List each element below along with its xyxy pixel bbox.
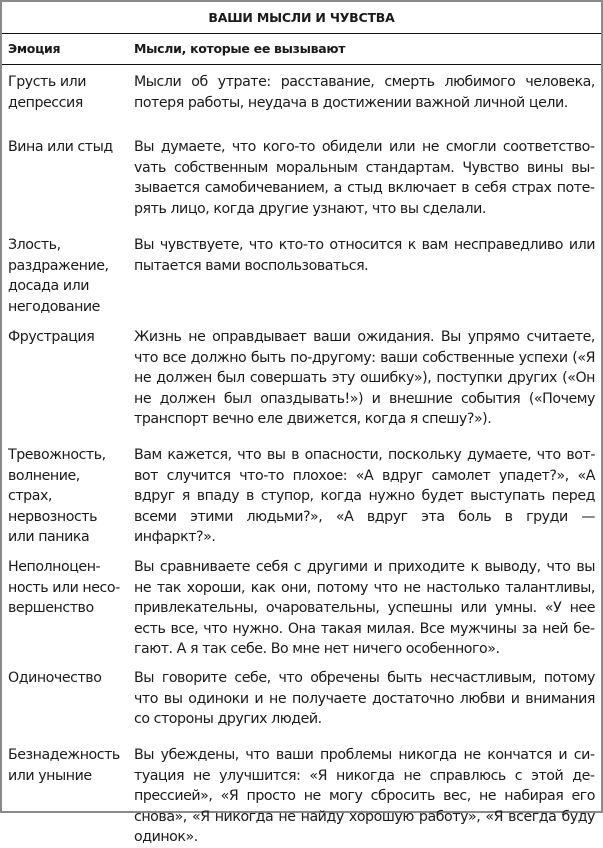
emotion-cell: Вина или стыд: [8, 139, 113, 155]
table-row: [2, 320, 601, 438]
header-thoughts: Мысли, которые ее вызывают: [134, 41, 346, 56]
thoughts-cell: Вы убеждены, что ваши проблемы никогда не кончатся и ситуация не улучшится: «Я никогда не справлюсь с этой депрессией», «Я просто не могу сбросить вес, не набирая его снова», «Я никогда не найду хорошую работу», «Я всегда буду одинок».: [134, 747, 595, 845]
emotion-cell: Злость, раздражение, досада или негодование: [8, 237, 109, 315]
emotion-cell: Неполноцен- ность или несо- вершенство: [8, 559, 120, 616]
emotion-cell: Фрустрация: [8, 329, 95, 345]
thoughts-cell: Вам кажется, что вы в опасности, поскольку думаете, что вот-вот случится что-то плохое: «А вдруг самолет упадет?», «А вдруг я впаду в ступор, когда нужно будет выступать перед всеми этими людьми?», «А вдруг эта боль в груди — инфаркт?».: [134, 447, 595, 545]
thoughts-cell: Мысли об утрате: расставание, смерть любимого человека, потеря работы, неудача в достижении важной личной цели.: [134, 74, 595, 111]
thoughts-cell: Вы думаете, что кого-то обидели или не смогли соответствоvать собственным моральным стандартам. Чувство вины вызывается самобичеванием, а стыд включает в себя страх потерять лицо, когда другие узнают, что вы сделали.: [134, 139, 595, 217]
emotion-cell: Тревожность, волнение, страх, нервозность или паника: [8, 447, 106, 545]
emotion-cell: Безнадежность или уныние: [8, 747, 120, 784]
table-row: [2, 550, 601, 661]
table-row: [2, 130, 601, 228]
table-row: [2, 228, 601, 320]
table-row: [2, 65, 601, 130]
thoughts-cell: Жизнь не оправдывает ваши ожидания. Вы упрямо считаете, что все должно быть по-другому: ваши собственные успехи («Я не должен был совершать эту ошибку»), поступки других («Он не должен был опаздывать!») и внешние события («Почему транспорт вечно еле движется, когда я спешу?»).: [134, 329, 595, 427]
table-row: [2, 738, 601, 848]
thoughts-cell: Вы сравниваете себя с другими и приходите к выводу, что вы не так хороши, как они, потому что не настолько талантливы, привлекательны, очаровательны, успешны или умны. «У нее есть все, что нужно. Она такая милая. Все мужчины за ней бегают. А я так себе. Во мне нет ничего особенного».: [134, 559, 595, 657]
table-row: [2, 661, 601, 738]
table-title: ВАШИ МЫСЛИ И ЧУВСТВА: [2, 2, 601, 34]
table-row: [2, 438, 601, 550]
emotion-cell: Грусть или депрессия: [8, 74, 86, 111]
header-emotion: Эмоция: [8, 41, 61, 56]
emotion-cell: Одиночество: [8, 670, 102, 686]
thoughts-cell: Вы говорите себе, что обречены быть несчастливым, потому что вы одиноки и не получаете достаточно любви и внимания со стороны других людей.: [134, 670, 595, 727]
table-header-row: [2, 34, 601, 65]
thoughts-cell: Вы чувствуете, что кто-то относится к вам несправедливо или пытается вами воспользоваться.: [134, 237, 595, 274]
